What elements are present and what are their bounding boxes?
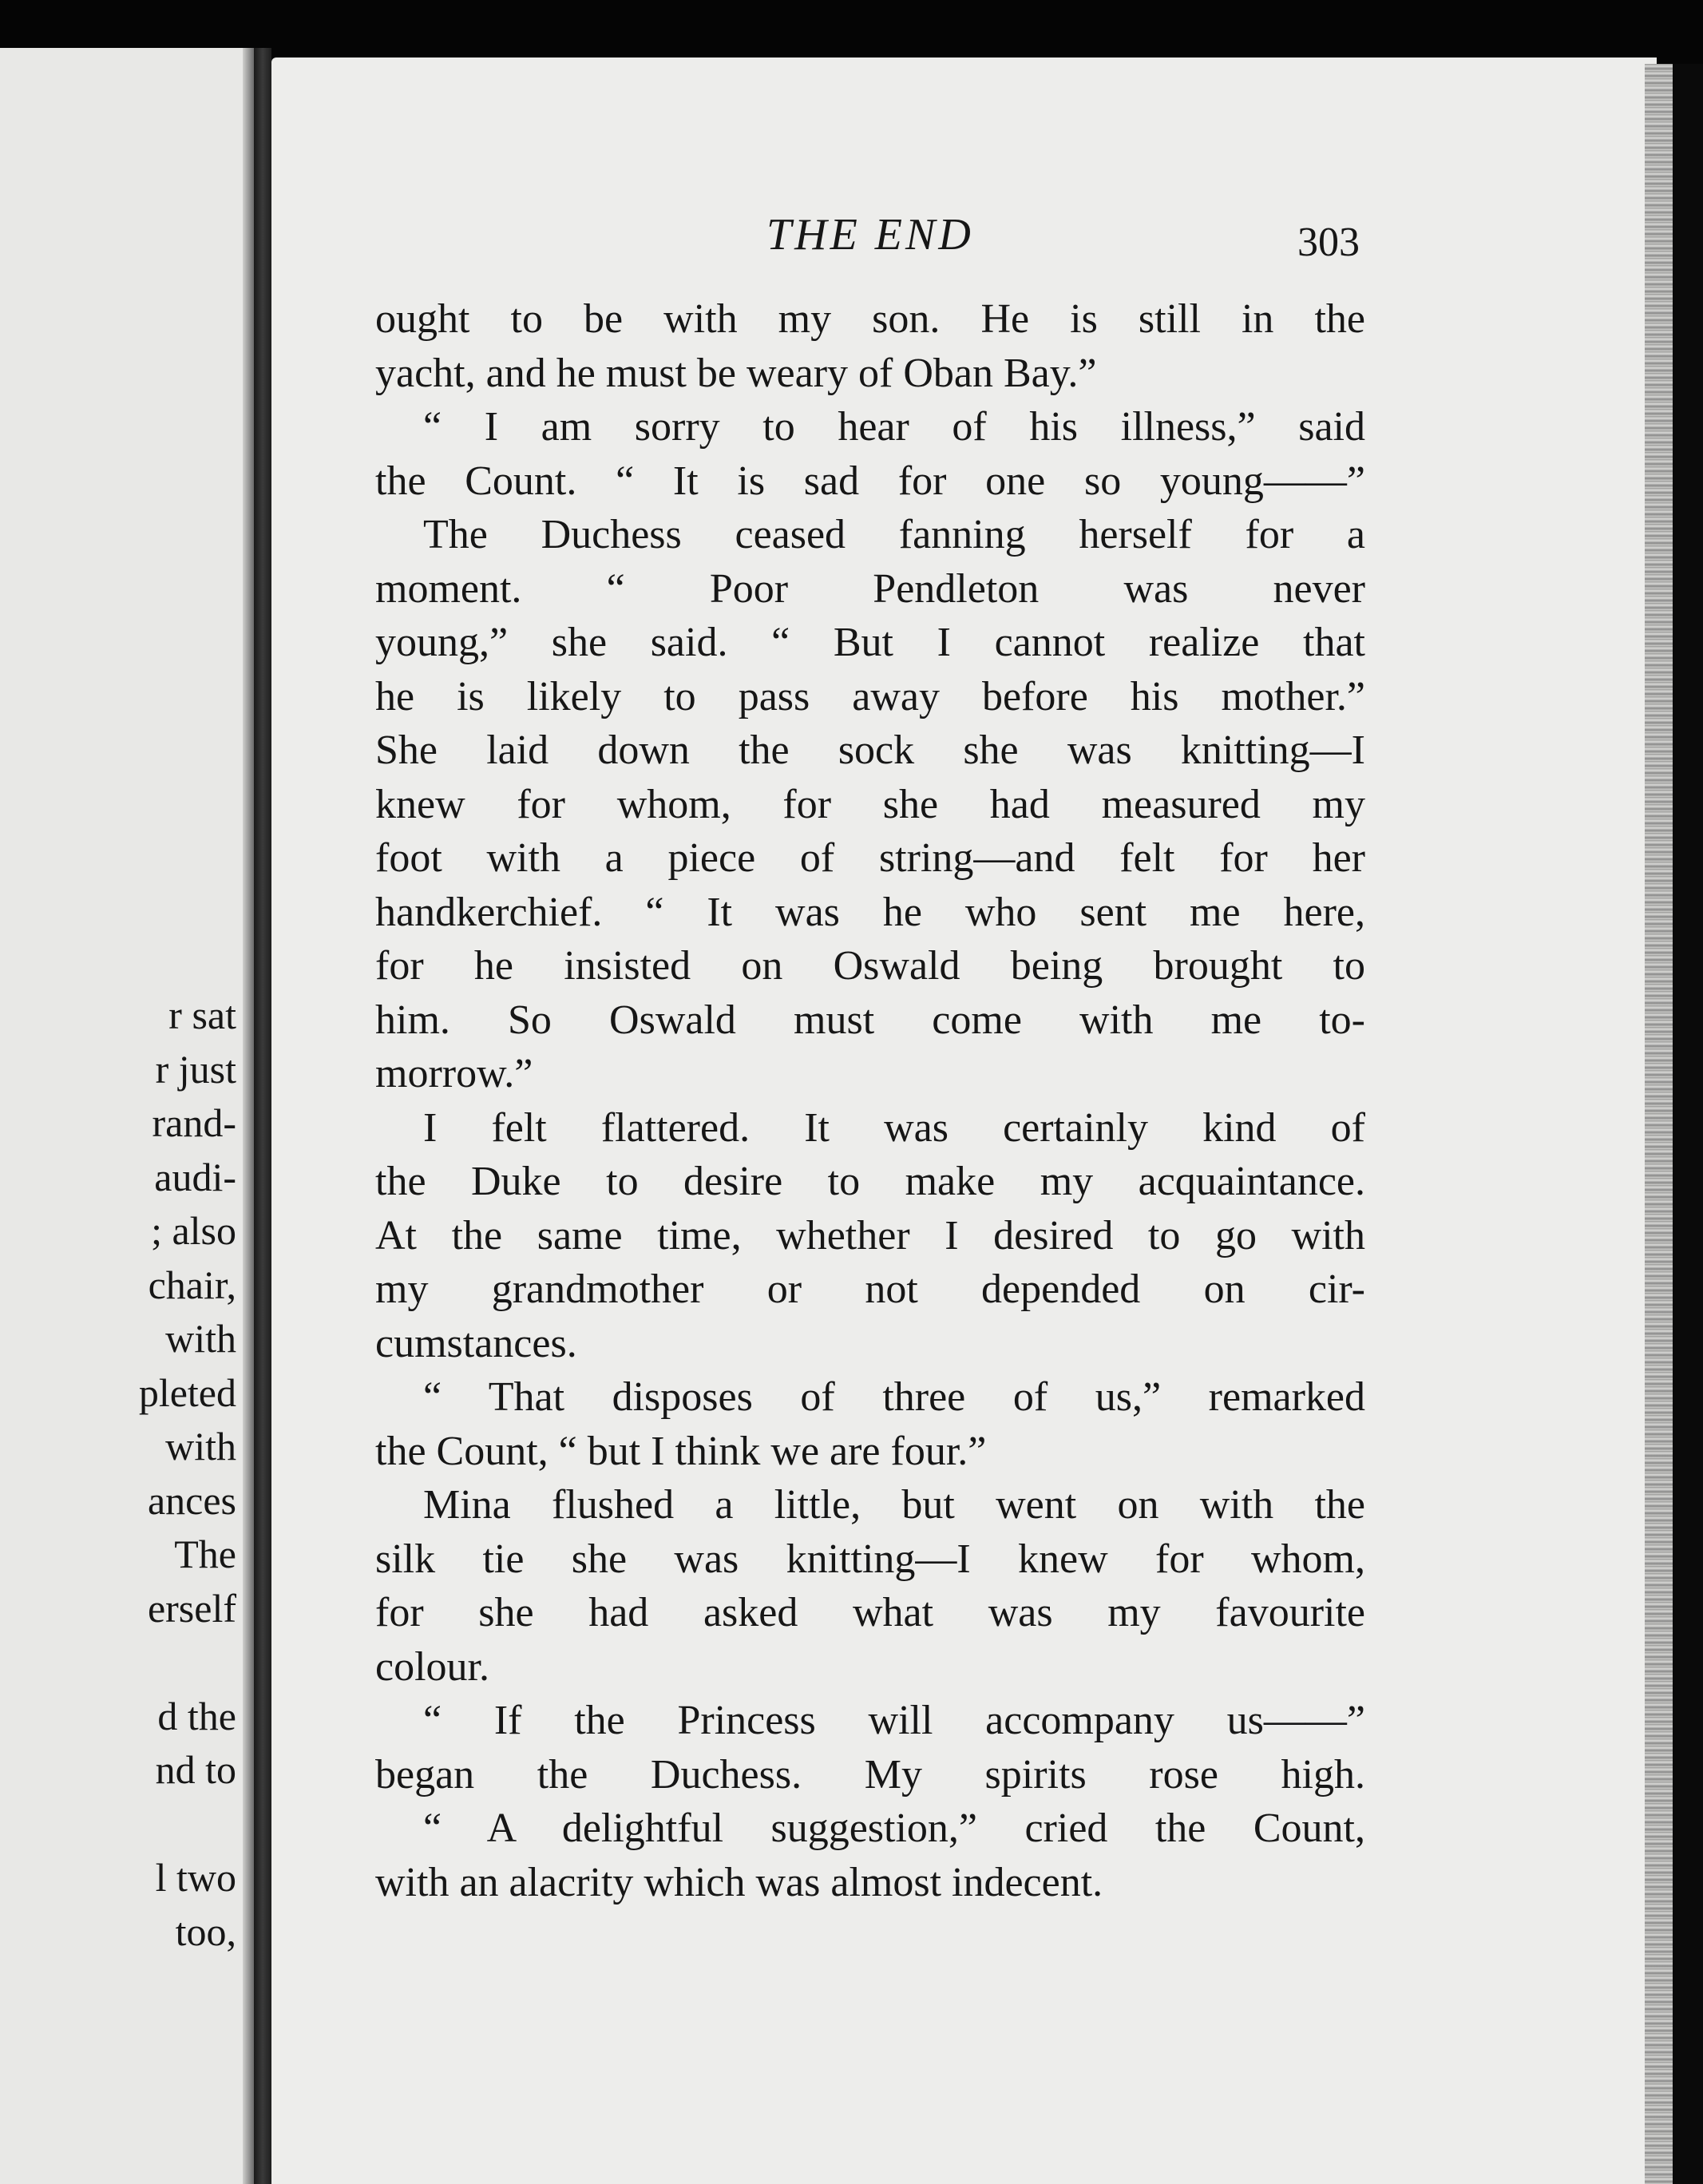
left-line: The <box>174 1532 236 1576</box>
text-line: cumstances. <box>375 1320 577 1366</box>
book-gutter <box>254 48 271 2184</box>
left-line: ances <box>147 1477 236 1523</box>
scan-border <box>1673 64 1703 2184</box>
left-line: erself <box>147 1585 236 1631</box>
text-line: the Duke to desire to make my acquaintance. <box>375 1159 1365 1204</box>
text-line: moment. “ Poor Pendleton was never <box>375 565 1365 612</box>
text-line: the Count. “ It is sad for one so young——” <box>375 458 1365 504</box>
left-line: r sat <box>168 993 236 1037</box>
left-line: chair, <box>148 1262 236 1307</box>
text-line: began the Duchess. My spirits rose high. <box>375 1751 1365 1798</box>
left-page-text <box>139 989 236 1959</box>
text-line: The Duchess ceased fanning herself for a <box>423 512 1365 557</box>
page-number: 303 <box>1297 220 1360 265</box>
text-line: knew for whom, for she had measured my <box>375 781 1365 827</box>
text-line: “ That disposes of three of us,” remarked <box>423 1374 1365 1420</box>
text-line: I felt flattered. It was certainly kind of <box>423 1104 1365 1151</box>
left-line: d the <box>157 1693 236 1738</box>
running-head <box>271 209 1657 265</box>
left-line: with <box>165 1424 236 1469</box>
left-line: with <box>165 1316 236 1361</box>
text-line: silk tie she was knitting—I knew for whom, <box>375 1536 1365 1582</box>
binding-shadow <box>243 48 254 2184</box>
text-line: colour. <box>375 1643 489 1690</box>
text-line: him. So Oswald must come with me to- <box>375 997 1365 1043</box>
left-page <box>0 48 254 2184</box>
text-line: he is likely to pass away before his mother.” <box>375 673 1365 719</box>
text-line: “ I am sorry to hear of his illness,” said <box>423 404 1365 450</box>
text-line: young,” she said. “ But I cannot realize that <box>375 620 1365 665</box>
text-line: Mina flushed a little, but went on with the <box>423 1482 1365 1528</box>
running-title: THE END <box>766 210 974 260</box>
page-body <box>375 292 1365 1909</box>
text-line: ought to be with my son. He is still in the <box>375 296 1365 342</box>
text-line: handkerchief. “ It was he who sent me here, <box>375 889 1365 935</box>
text-line: “ If the Princess will accompany us——” <box>423 1698 1365 1743</box>
left-line: audi- <box>154 1154 236 1199</box>
text-line: foot with a piece of string—and felt for her <box>375 835 1365 881</box>
left-line: ; also <box>151 1208 236 1253</box>
left-line-gap <box>139 1635 236 1690</box>
text-line: She laid down the sock she was knitting—I <box>375 727 1365 773</box>
text-line: my grandmother or not depended on cir- <box>375 1266 1365 1312</box>
text-line: for she had asked what was my favourite <box>375 1590 1365 1635</box>
text-line: for he insisted on Oswald being brought to <box>375 943 1365 989</box>
text-line: morrow.” <box>375 1051 533 1096</box>
left-line-gap <box>139 1798 236 1852</box>
left-line: l two <box>155 1855 236 1900</box>
text-line: “ A delightful suggestion,” cried the Count, <box>423 1805 1365 1851</box>
text-line: the Count, “ but I think we are four.” <box>375 1428 987 1474</box>
left-line: nd to <box>155 1747 236 1792</box>
text-line: At the same time, whether I desired to go with <box>375 1212 1365 1258</box>
left-line: pleted <box>138 1369 236 1415</box>
text-line: with an alacrity which was almost indecent. <box>375 1859 1103 1905</box>
left-line: r just <box>155 1046 236 1092</box>
left-line: rand- <box>152 1100 236 1145</box>
left-line: too, <box>175 1909 236 1954</box>
page-edges <box>1645 64 1673 2184</box>
text-line: yacht, and he must be weary of Oban Bay.” <box>375 350 1097 396</box>
